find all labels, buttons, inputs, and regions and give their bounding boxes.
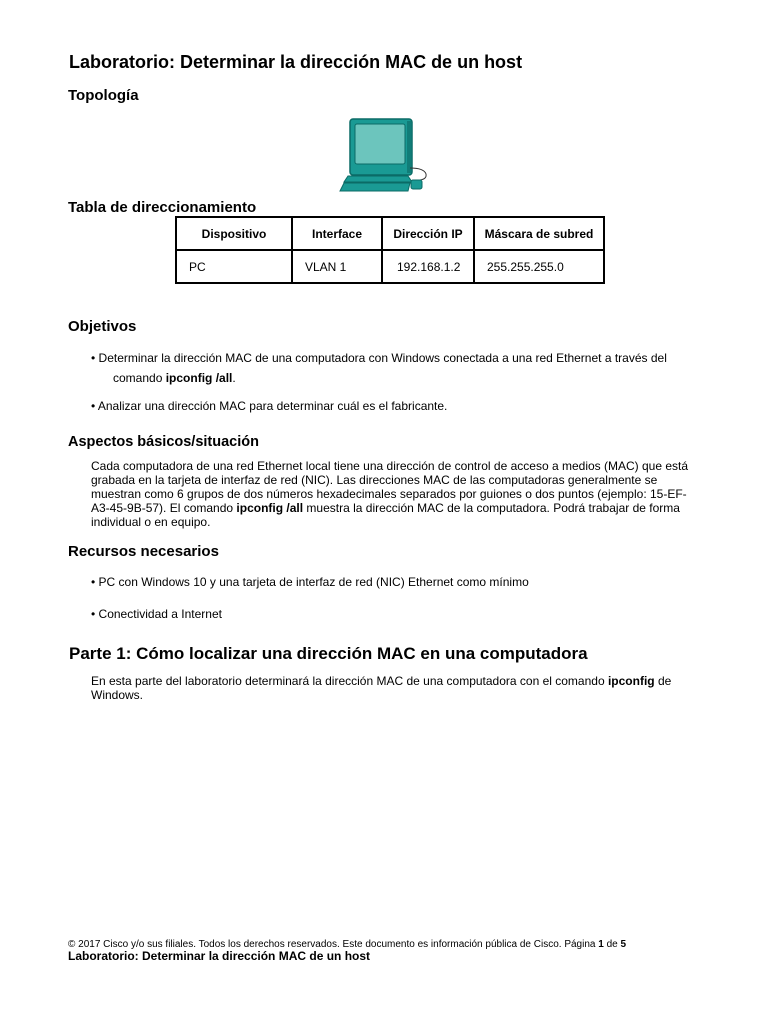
part1-paragraph — [91, 674, 731, 702]
bullet-glyph: • — [91, 575, 99, 589]
line-part: A3-45-9B-57). El comando — [91, 501, 237, 515]
paragraph-line: individual o en equipo. — [91, 515, 211, 529]
footer-title: Laboratorio: Determinar la dirección MAC de un host — [68, 949, 371, 963]
table-cell: 255.255.255.0 — [474, 250, 604, 283]
objective-2-text: Analizar una dirección MAC para determinar cuál es el fabricante. — [97, 399, 448, 413]
page-total: 5 — [620, 939, 627, 950]
page-of-text: de — [603, 939, 621, 950]
bullet-glyph: • — [91, 399, 98, 413]
list-item-continuation — [113, 371, 236, 385]
list-item — [91, 351, 667, 365]
resources-heading: Recursos necesarios — [68, 543, 219, 560]
addressing-heading: Tabla de direccionamiento — [68, 199, 257, 216]
header-cell: Dispositivo — [176, 217, 292, 250]
bullet-glyph: • — [91, 351, 99, 365]
header-cell: Dirección IP — [382, 217, 474, 250]
page-number: 1 — [598, 939, 604, 950]
header-cell: Máscara de subred — [474, 217, 604, 250]
line-part: En esta parte del laboratorio determinará la dirección MAC de una computadora con el comando — [91, 674, 608, 688]
line-part: muestra la dirección MAC de la computadora. Podrá trabajar de forma — [303, 501, 680, 515]
background-heading: Aspectos básicos/situación — [68, 434, 259, 450]
paragraph-line: Windows. — [91, 688, 144, 702]
objective-1-period: . — [232, 371, 236, 385]
table-header-row — [176, 217, 604, 250]
list-item — [91, 399, 447, 413]
line-part: de — [654, 674, 672, 688]
paragraph-line: Cada computadora de una red Ethernet local tiene una dirección de control de acceso a medios (MAC) que está — [91, 459, 689, 473]
paragraph-line: grabada en la tarjeta de interfaz de red (NIC). Las direcciones MAC de las computadoras generalmente se — [91, 473, 658, 487]
resource-1-text: PC con Windows 10 y una tarjeta de interfaz de red (NIC) Ethernet como mínimo — [98, 575, 529, 589]
command-text: ipconfig /all — [165, 371, 233, 385]
objective-1-cont: comando — [113, 371, 166, 385]
page-title: Laboratorio: Determinar la dirección MAC de un host — [69, 52, 523, 72]
command-text: ipconfig — [607, 674, 655, 688]
copyright-text: © 2017 Cisco y/o sus filiales. Todos los derechos reservados. Este documento es información pública de Cisco. Página — [68, 939, 599, 950]
command-text: ipconfig /all — [236, 501, 304, 515]
resource-2-text: Conectividad a Internet — [98, 607, 222, 621]
paragraph-line — [91, 674, 731, 688]
topology-heading: Topología — [68, 87, 139, 104]
paragraph-line — [91, 501, 731, 515]
pc-icon — [338, 116, 428, 194]
addressing-table — [175, 216, 605, 284]
bullet-glyph: • — [91, 607, 99, 621]
list-item — [91, 607, 222, 621]
objectives-heading: Objetivos — [68, 318, 137, 335]
header-cell: Interface — [292, 217, 382, 250]
table-row — [176, 250, 604, 283]
table-cell: PC — [176, 250, 292, 283]
table-cell: VLAN 1 — [292, 250, 382, 283]
list-item — [91, 575, 529, 589]
paragraph-line: muestran como 6 grupos de dos números hexadecimales separados por guiones o dos puntos (ejemplo: 15-EF- — [91, 487, 687, 501]
objective-1-text: Determinar la dirección MAC de una computadora con Windows conectada a una red Ethernet a través del — [98, 351, 667, 365]
table-cell: 192.168.1.2 — [382, 250, 474, 283]
part1-heading: Parte 1: Cómo localizar una dirección MAC en una computadora — [69, 644, 588, 663]
background-paragraph — [91, 459, 731, 529]
